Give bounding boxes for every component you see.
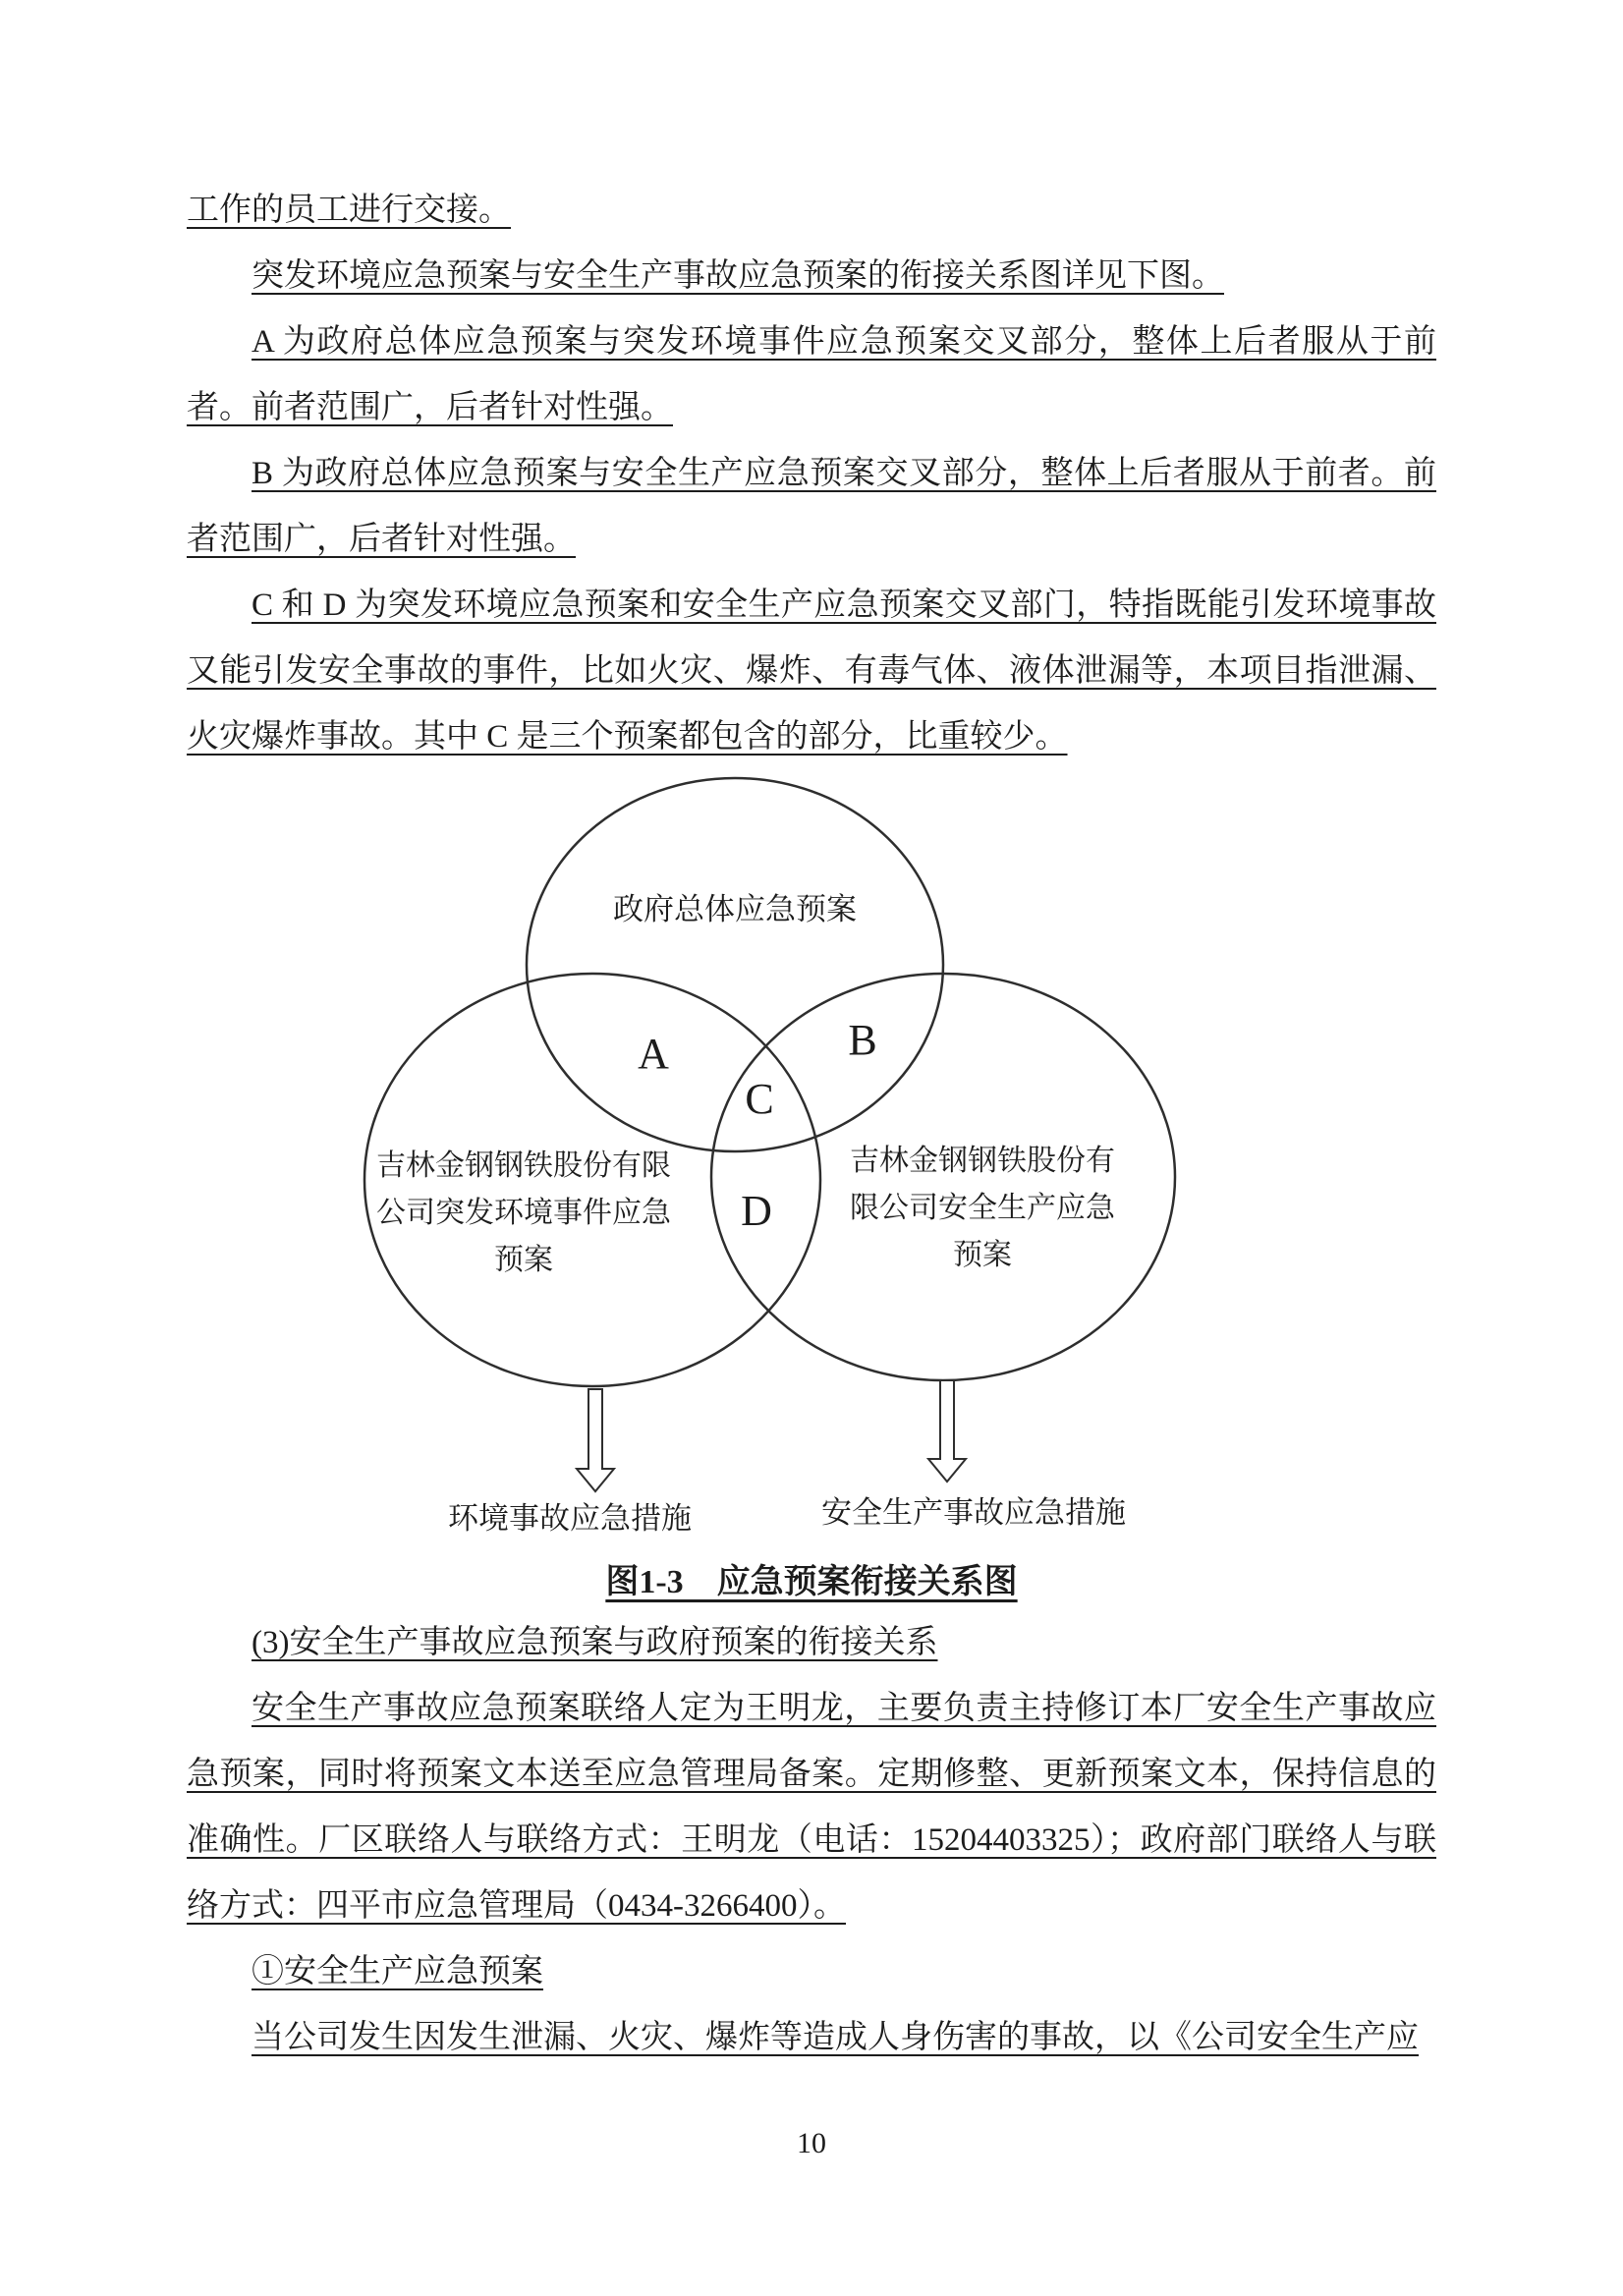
region-label-d: D <box>741 1187 772 1235</box>
safety-down-arrow-icon <box>928 1380 966 1482</box>
safety-circle-label-line1: 吉林金钢钢铁股份有 <box>850 1145 1115 1177</box>
paragraph-contact-info: 安全生产事故应急预案联络人定为王明龙，主要负责主持修订本厂安全生产事故应急预案，同时将预案文本送至应急管理局备案。定期修整、更新预案文本，保持信息的准确性。厂区联络人与联络方式：王明龙（电话：15204403325）；政府部门联络人与联络方式：四平市应急管理局（0434-3266400）。 <box>187 1691 1436 1924</box>
region-label-c: C <box>745 1075 774 1123</box>
region-label-a: A <box>638 1030 669 1078</box>
environment-down-arrow-icon <box>577 1389 614 1491</box>
environment-arrow-label: 环境事故应急措施 <box>448 1501 692 1536</box>
government-circle-label: 政府总体应急预案 <box>613 892 857 926</box>
paragraph-item1-heading: ①安全生产应急预案 <box>252 1954 543 1989</box>
paragraph-region-cd: C 和 D 为突发环境应急预案和安全生产应急预案交叉部门，特指既能引发环境事故又能引发安全事故的事件，比如火灾、爆炸、有毒气体、液体泄漏等，本项目指泄漏、火灾爆炸事故。其中 C 是三个预案都包含的部分，比重较少。 <box>187 588 1436 755</box>
paragraph-intro-figure: 突发环境应急预案与安全生产事故应急预案的衔接关系图详见下图。 <box>252 258 1224 294</box>
paragraph-region-b: B 为政府总体应急预案与安全生产应急预案交叉部分，整体上后者服从于前者。前者范围广，后者针对性强。 <box>187 456 1436 557</box>
environment-circle-label-line2: 公司突发环境事件应急 <box>376 1197 671 1229</box>
government-plan-circle <box>527 778 943 1151</box>
page-number: 10 <box>797 2127 826 2159</box>
safety-circle-label-line3: 预案 <box>953 1239 1012 1271</box>
region-label-b: B <box>848 1016 877 1064</box>
paragraph-region-a: A 为政府总体应急预案与突发环境事件应急预案交叉部分，整体上后者服从于前者。前者范围广，后者针对性强。 <box>187 324 1436 425</box>
paragraph-section3-heading: (3)安全生产事故应急预案与政府预案的衔接关系 <box>252 1625 938 1660</box>
safety-plan-circle <box>711 974 1175 1380</box>
safety-arrow-label: 安全生产事故应急措施 <box>821 1495 1126 1530</box>
paragraph-handover: 工作的员工进行交接。 <box>187 193 511 228</box>
venn-figure <box>0 770 1623 1556</box>
venn-diagram-svg <box>0 770 1623 1556</box>
environment-circle-label-line1: 吉林金钢钢铁股份有限 <box>376 1149 671 1182</box>
body-top <box>187 178 1436 770</box>
paragraph-accident-intro: 当公司发生因发生泄漏、火灾、爆炸等造成人身伤害的事故，以《公司安全生产应 <box>252 2020 1419 2055</box>
figure-caption: 图1-3 应急预案衔接关系图 <box>605 1564 1018 1600</box>
safety-circle-label-line2: 限公司安全生产应急 <box>850 1192 1115 1224</box>
body-bottom <box>187 1610 1436 2071</box>
environment-circle-label-line3: 预案 <box>494 1244 553 1276</box>
